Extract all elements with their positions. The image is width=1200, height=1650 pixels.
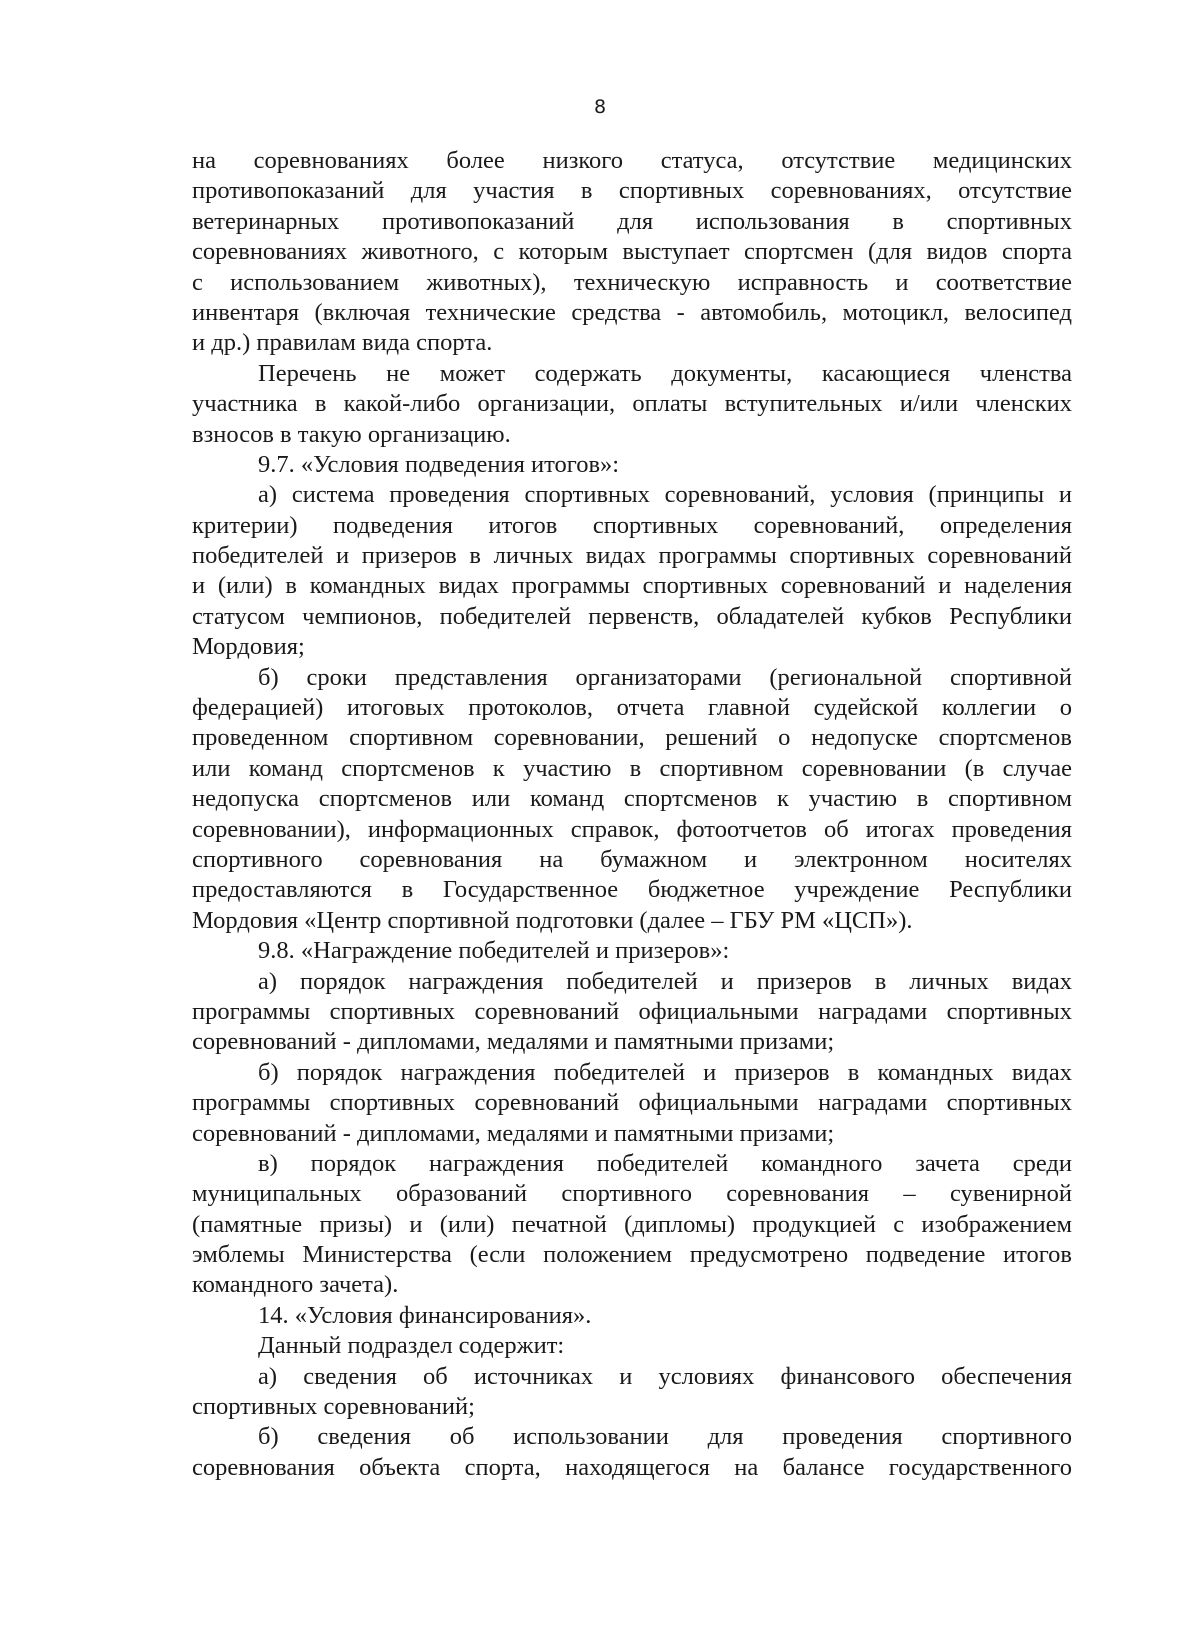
text-line: спортивных соревнований; (192, 1393, 475, 1421)
text-line: соревнований - дипломами, медалями и памятными призами; (192, 1119, 835, 1147)
text-line: или команд спортсменов к участию в спортивном соревновании (в случае (192, 754, 1072, 782)
text-line: командного зачета). (192, 1271, 399, 1299)
text-line: спортивного соревнования на бумажном и электронном носителях (192, 845, 1072, 873)
text-line: критерии) подведения итогов спортивных соревнований, определения (192, 511, 1072, 539)
text-line: 14. «Условия финансирования». (258, 1301, 592, 1329)
text-line: соревнования объекта спорта, находящегося на балансе государственного (192, 1453, 1072, 1481)
text-line: и (или) в командных видах программы спортивных соревнований и наделения (192, 572, 1072, 600)
text-line: б) сведения об использовании для проведения спортивного (258, 1423, 1072, 1451)
text-line: Мордовия «Центр спортивной подготовки (далее – ГБУ РМ «ЦСП»). (192, 906, 913, 934)
text-line: с использованием животных), техническую исправность и соответствие (192, 268, 1072, 296)
text-line: участника в какой-либо организации, оплаты вступительных и/или членских (192, 390, 1072, 418)
text-line: программы спортивных соревнований официальными наградами спортивных (192, 1089, 1072, 1117)
text-line: ветеринарных противопоказаний для использования в спортивных (192, 207, 1072, 235)
text-line: соревновании), информационных справок, фотоотчетов об итогах проведения (192, 815, 1072, 843)
text-line: а) система проведения спортивных соревнований, условия (принципы и (258, 481, 1072, 509)
page-number: 8 (593, 96, 607, 118)
text-line: недопуска спортсменов или команд спортсменов к участию в спортивном (192, 785, 1072, 813)
text-line: а) сведения об источниках и условиях финансового обеспечения (258, 1362, 1072, 1390)
text-line: б) порядок награждения победителей и призеров в командных видах (258, 1058, 1072, 1086)
text-line: муниципальных образований спортивного соревнования – сувенирной (192, 1180, 1072, 1208)
text-line: эмблемы Министерства (если положением предусмотрено подведение итогов (192, 1241, 1072, 1269)
text-line: соревнованиях животного, с которым выступает спортсмен (для видов спорта (192, 238, 1072, 266)
text-line: (памятные призы) и (или) печатной (дипломы) продукцией с изображением (192, 1210, 1072, 1238)
text-line: федерацией) итоговых протоколов, отчета главной судейской коллегии о (192, 694, 1072, 722)
text-line: предоставляются в Государственное бюджетное учреждение Республики (192, 876, 1072, 904)
text-line: Перечень не может содержать документы, касающиеся членства (258, 359, 1072, 387)
text-line: Мордовия; (192, 633, 305, 661)
text-line: 9.7. «Условия подведения итогов»: (258, 450, 620, 478)
text-line: б) сроки представления организаторами (региональной спортивной (258, 663, 1072, 691)
text-line: 9.8. «Награждение победителей и призеров»: (258, 937, 730, 965)
text-line: победителей и призеров в личных видах программы спортивных соревнований (192, 542, 1072, 570)
text-line: Данный подраздел содержит: (258, 1332, 565, 1360)
text-line: статусом чемпионов, победителей первенств, обладателей кубков Республики (192, 602, 1072, 630)
text-line: и др.) правилам вида спорта. (192, 329, 493, 357)
text-line: противопоказаний для участия в спортивных соревнованиях, отсутствие (192, 177, 1072, 205)
document-body (192, 146, 1072, 1483)
text-line: а) порядок награждения победителей и призеров в личных видах (258, 967, 1072, 995)
text-line: на соревнованиях более низкого статуса, отсутствие медицинских (192, 147, 1072, 174)
text-line: инвентаря (включая технические средства - автомобиль, мотоцикл, велосипед (192, 298, 1072, 326)
text-line: проведенном спортивном соревновании, решений о недопуске спортсменов (192, 724, 1072, 752)
text-line: в) порядок награждения победителей командного зачета среди (258, 1149, 1072, 1177)
text-line: взносов в такую организацию. (192, 420, 511, 448)
text-line: программы спортивных соревнований официальными наградами спортивных (192, 997, 1072, 1025)
text-line: соревнований - дипломами, медалями и памятными призами; (192, 1028, 835, 1056)
